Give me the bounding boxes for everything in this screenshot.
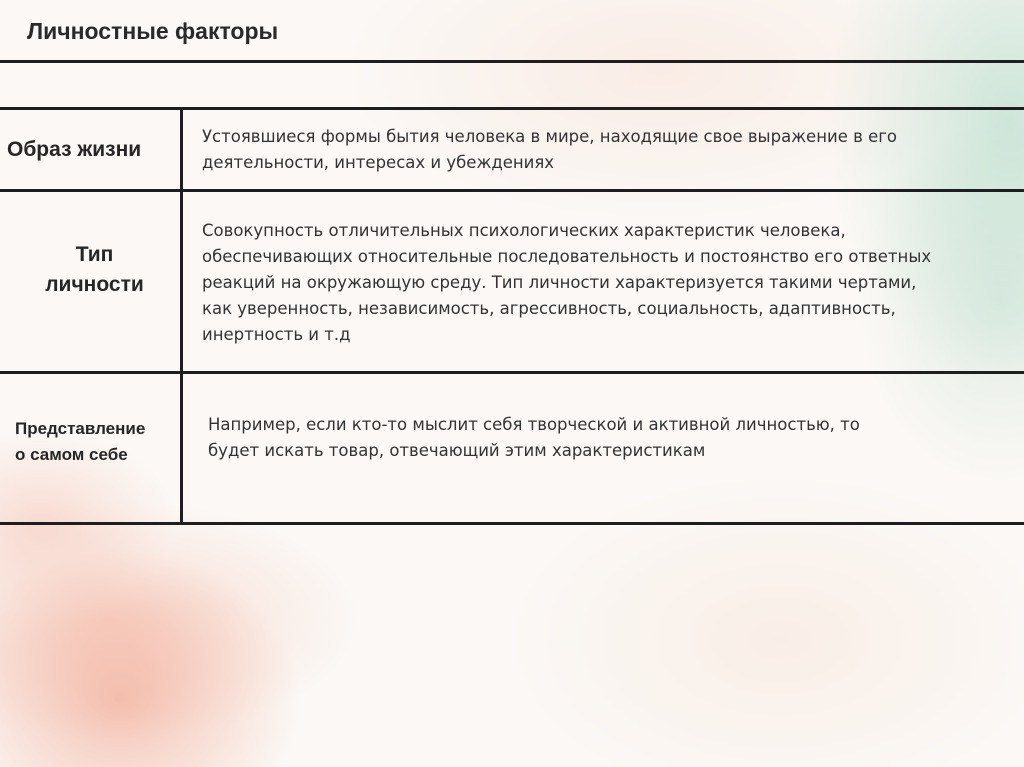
- description-line: обеспечивающих относительные последовательность и постоянство его ответных: [202, 247, 932, 266]
- row-label-line: о самом себе: [15, 445, 128, 464]
- row-label-line: личности: [45, 273, 144, 296]
- table-top-border: [0, 107, 1024, 110]
- title-underline: [0, 60, 1024, 63]
- row-divider: [0, 189, 1024, 192]
- description-line: как уверенность, независимость, агрессивность, социальность, адаптивность,: [202, 299, 896, 318]
- row-label-line: Представление: [15, 419, 146, 438]
- page-title: Личностные факторы: [27, 18, 279, 44]
- description-line: будет искать товар, отвечающий этим характеристикам: [208, 441, 706, 460]
- description-line: Устоявшиеся формы бытия человека в мире, находящие свое выражение в его: [202, 127, 897, 146]
- row-label: [15, 416, 145, 468]
- column-divider: [180, 108, 183, 525]
- row-description: [202, 218, 1002, 348]
- description-line: реакций на окружающую среду. Тип личности характеризуется такими чертами,: [202, 273, 917, 292]
- table-bottom-border: [0, 522, 1024, 525]
- row-description: [202, 124, 1012, 176]
- description-line: инертность и т.д: [202, 325, 351, 344]
- row-label: [32, 240, 157, 300]
- description-line: Например, если кто-то мыслит себя творческой и активной личностью, то: [208, 415, 860, 434]
- description-line: деятельности, интересах и убеждениях: [202, 153, 555, 172]
- row-label: [7, 138, 141, 162]
- description-line: Совокупность отличительных психологических характеристик человека,: [202, 221, 846, 240]
- row-label-line: Образ жизни: [7, 138, 142, 161]
- row-label-line: Тип: [75, 243, 114, 266]
- row-divider: [0, 371, 1024, 374]
- row-description: [208, 412, 988, 464]
